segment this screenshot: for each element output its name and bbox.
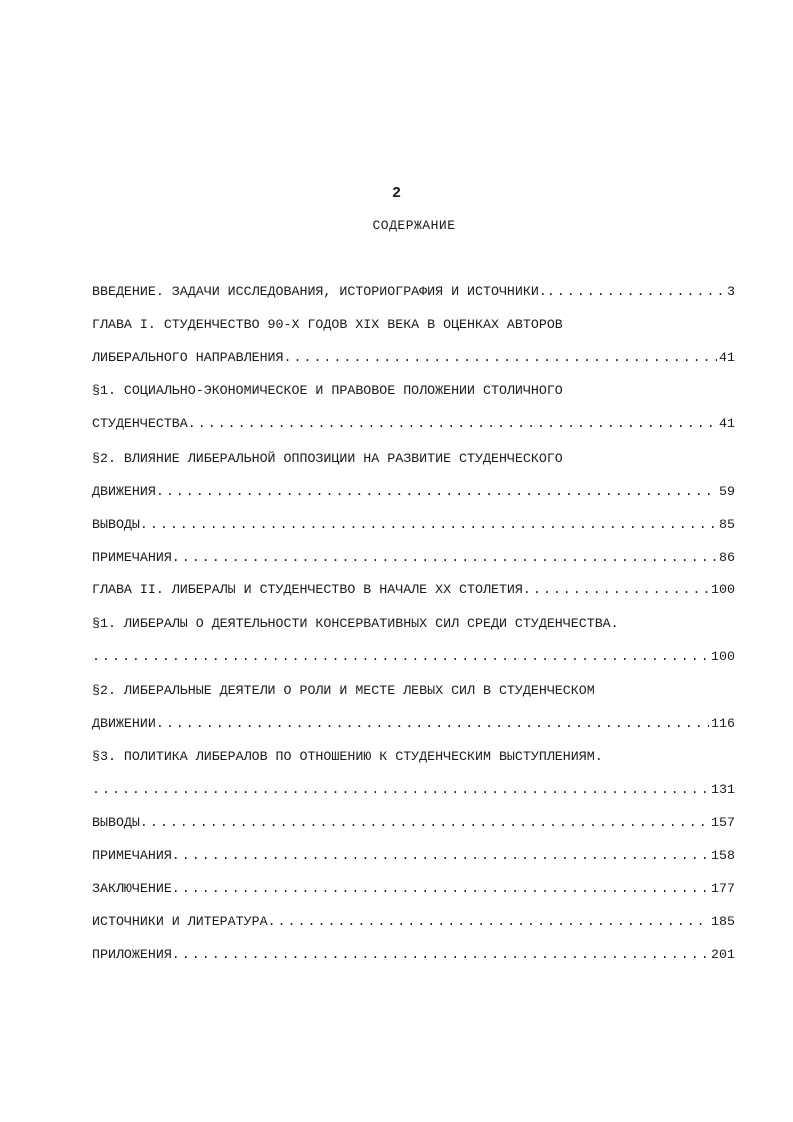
toc-entry-text: ГЛАВА II. ЛИБЕРАЛЫ И СТУДЕНЧЕСТВО В НАЧАЛЕ XX СТОЛЕТИЯ xyxy=(92,582,523,597)
toc-entry-text: ПРИМЕЧАНИЯ xyxy=(92,550,172,565)
toc-entry-text: §1. ЛИБЕРАЛЫ О ДЕЯТЕЛЬНОСТИ КОНСЕРВАТИВНЫХ СИЛ СРЕДИ СТУДЕНЧЕСТВА. xyxy=(92,616,619,631)
toc-entry-page: 3 xyxy=(727,284,735,299)
toc-entry-ch1-conclusions xyxy=(92,515,735,535)
toc-entry-page: 85 xyxy=(719,517,735,532)
toc-entry-text: §2. ЛИБЕРАЛЬНЫЕ ДЕЯТЕЛИ О РОЛИ И МЕСТЕ ЛЕВЫХ СИЛ В СТУДЕНЧЕСКОМ xyxy=(92,683,595,698)
toc-entry-ch1-sec1 xyxy=(92,381,735,401)
toc-title: СОДЕРЖАНИЕ xyxy=(372,218,456,233)
toc-entry-page: 41 xyxy=(719,416,735,431)
toc-entry-ch2-sec1 xyxy=(92,614,735,634)
toc-entry-ch2-notes xyxy=(92,846,735,866)
page-number: 2 xyxy=(392,184,401,201)
toc-entry-ch2-sec2 xyxy=(92,681,735,701)
toc-entry-page: 185 xyxy=(711,914,735,929)
toc-entry-text: ПРИМЕЧАНИЯ xyxy=(92,848,172,863)
toc-entry-text: ДВИЖЕНИЯ xyxy=(92,484,156,499)
toc-entry-page: 177 xyxy=(711,881,735,896)
toc-entry-ch1-sec1-cont xyxy=(92,414,735,434)
toc-entry-text: ВЫВОДЫ xyxy=(92,517,140,532)
toc-entry-chapter-1-cont xyxy=(92,348,735,368)
toc-entry-introduction xyxy=(92,282,735,302)
toc-entry-text: ЛИБЕРАЛЬНОГО НАПРАВЛЕНИЯ xyxy=(92,350,284,365)
toc-entry-text: §3. ПОЛИТИКА ЛИБЕРАЛОВ ПО ОТНОШЕНИЮ К СТУДЕНЧЕСКИМ ВЫСТУПЛЕНИЯМ. xyxy=(92,749,603,764)
dot-leader xyxy=(92,647,709,667)
toc-entry-text: ЗАКЛЮЧЕНИЕ xyxy=(92,881,172,896)
dot-leader xyxy=(156,714,709,734)
toc-entry-page: 157 xyxy=(711,815,735,830)
toc-entry-page: 201 xyxy=(711,947,735,962)
dot-leader xyxy=(172,945,709,965)
dot-leader xyxy=(172,548,717,568)
toc-entry-page: 100 xyxy=(711,649,735,664)
toc-entry-page: 116 xyxy=(711,716,735,731)
toc-entry-text: СТУДЕНЧЕСТВА xyxy=(92,416,188,431)
toc-entry-ch1-notes xyxy=(92,548,735,568)
toc-entry-sources xyxy=(92,912,735,932)
toc-entry-ch1-sec2-cont xyxy=(92,482,735,502)
toc-entry-text: §2. ВЛИЯНИЕ ЛИБЕРАЛЬНОЙ ОППОЗИЦИИ НА РАЗВИТИЕ СТУДЕНЧЕСКОГО xyxy=(92,451,563,466)
toc-entry-page: 59 xyxy=(719,484,735,499)
dot-leader xyxy=(140,515,717,535)
toc-entry-page: 86 xyxy=(719,550,735,565)
toc-entry-text: §1. СОЦИАЛЬНО-ЭКОНОМИЧЕСКОЕ И ПРАВОВОЕ ПОЛОЖЕНИИ СТОЛИЧНОГО xyxy=(92,383,563,398)
dot-leader xyxy=(268,912,709,932)
toc-entry-chapter-2 xyxy=(92,580,735,600)
dot-leader xyxy=(140,813,709,833)
toc-entry-page: 41 xyxy=(719,350,735,365)
dot-leader xyxy=(188,414,717,434)
dot-leader xyxy=(172,846,709,866)
toc-entry-text: ВЫВОДЫ xyxy=(92,815,140,830)
dot-leader xyxy=(172,879,709,899)
toc-entry-page: 100 xyxy=(711,582,735,597)
toc-entry-ch1-sec2 xyxy=(92,449,735,469)
toc-entry-ch2-conclusions xyxy=(92,813,735,833)
dot-leader xyxy=(547,282,725,302)
toc-entry-text: ДВИЖЕНИИ xyxy=(92,716,156,731)
dot-leader xyxy=(156,482,717,502)
toc-entry-text: ПРИЛОЖЕНИЯ xyxy=(92,947,172,962)
toc-entry-conclusion xyxy=(92,879,735,899)
toc-entry-page: 131 xyxy=(711,782,735,797)
toc-entry-appendices xyxy=(92,945,735,965)
dot-leader xyxy=(92,780,709,800)
toc-entry-ch2-sec3-cont xyxy=(92,780,735,800)
toc-entry-chapter-1 xyxy=(92,315,735,335)
toc-entry-text: ИСТОЧНИКИ И ЛИТЕРАТУРА xyxy=(92,914,268,929)
toc-entry-page: 158 xyxy=(711,848,735,863)
toc-entry-text: ГЛАВА I. СТУДЕНЧЕСТВО 90-Х ГОДОВ XIX ВЕКА В ОЦЕНКАХ АВТОРОВ xyxy=(92,317,563,332)
toc-entry-ch2-sec3 xyxy=(92,747,735,767)
toc-entry-ch2-sec2-cont xyxy=(92,714,735,734)
toc-entry-text: ВВЕДЕНИЕ. ЗАДАЧИ ИССЛЕДОВАНИЯ, ИСТОРИОГРАФИЯ И ИСТОЧНИКИ. xyxy=(92,284,547,299)
dot-leader xyxy=(523,580,709,600)
dot-leader xyxy=(284,348,718,368)
toc-entry-ch2-sec1-cont xyxy=(92,647,735,667)
